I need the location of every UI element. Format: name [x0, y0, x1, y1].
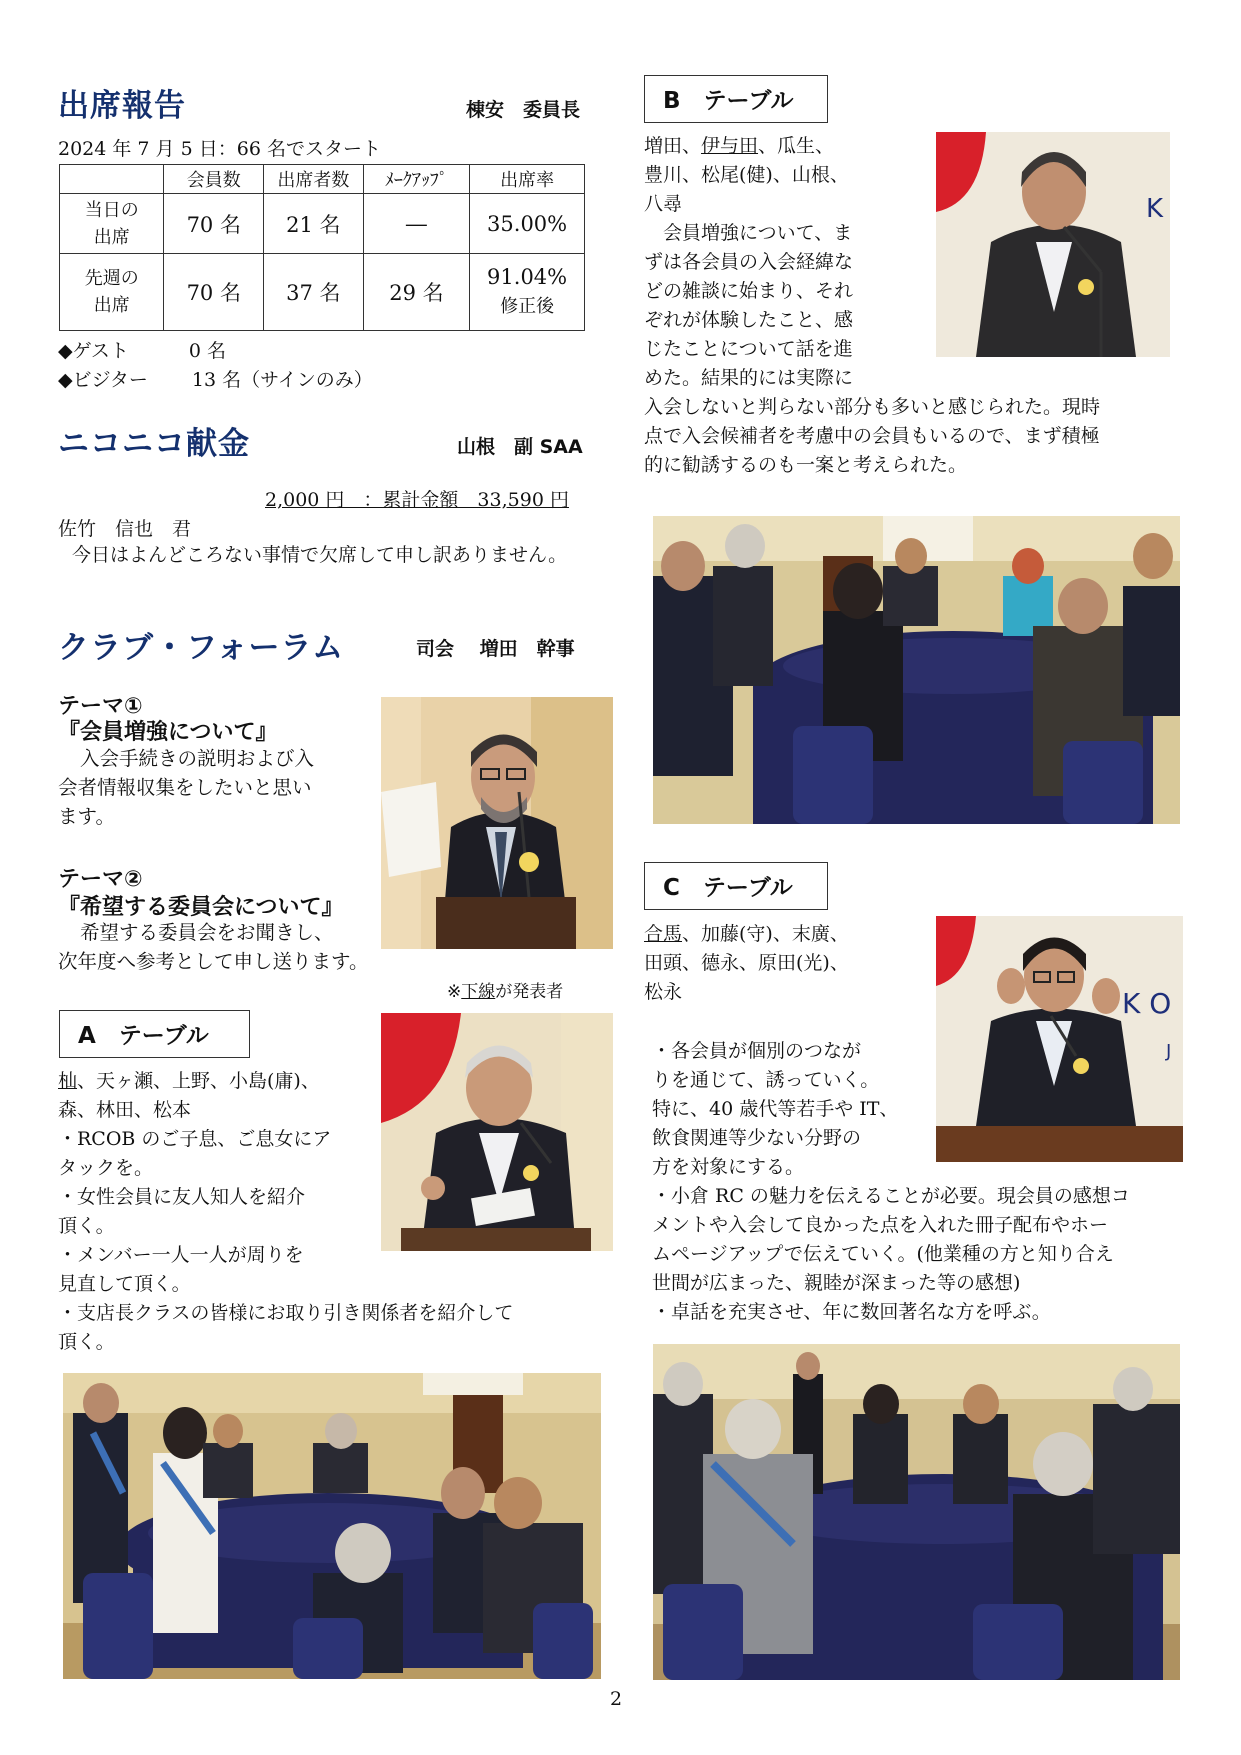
table-a-points: ・RCOB のご子息、ご息女にア タックを。 ・女性会員に友人知人を紹介 頂く。 ・メンバー一人一人が周りを 見直して頂く。 ・支店長クラスの皆様にお取り引き関係者を紹介して 頂く。 [58, 1128, 514, 1353]
table-c-speaker-photo [936, 916, 1183, 1162]
theme1-text: 入会手続きの説明および入 会者情報収集をしたいと思い ます。 [58, 747, 315, 828]
makeup-cell: ― [363, 194, 470, 254]
table-c-group-photo [653, 1344, 1180, 1680]
rate-cell: 35.00% [470, 194, 585, 254]
row-label: 当日の 出席 [60, 194, 164, 254]
nikoniko-donor: 佐竹 信也 君 [58, 518, 192, 540]
table-b-title: B テーブル [644, 75, 828, 123]
table-row [60, 194, 585, 254]
theme1-label: テーマ① [58, 694, 143, 719]
table-a-speaker-photo [381, 1013, 613, 1251]
makeup-cell: 29 名 [363, 254, 470, 331]
attendance-table [59, 164, 585, 331]
presenter-note: ※下線が発表者 [447, 982, 564, 1002]
nikoniko-title: ニコニコ献金 [58, 426, 250, 462]
svg-text:K O: K O [1122, 987, 1172, 1020]
table-a-group-photo [63, 1373, 601, 1679]
rate-cell: 91.04% 修正後 [470, 254, 585, 331]
table-c-title: C テーブル [644, 862, 828, 910]
guest-line: ◆ゲスト 0 名 [58, 340, 226, 362]
table-a-title: A テーブル [59, 1010, 250, 1058]
table-a-members: 杣、天ヶ瀬、上野、小島(庸)、 森、林田、松本 [58, 1070, 320, 1121]
attendance-officer: 棟安 委員長 [466, 99, 581, 121]
table-b-speaker-photo [936, 132, 1170, 357]
members-cell: 70 名 [164, 254, 264, 331]
table-header-cell [60, 165, 164, 194]
members-cell: 70 名 [164, 194, 264, 254]
table-header-cell: 出席率 [470, 165, 585, 194]
forum-title: クラブ・フォーラム [58, 630, 345, 666]
page-number: 2 [610, 1688, 623, 1710]
table-b-group-photo [653, 516, 1180, 824]
table-header-cell: 出席者数 [264, 165, 364, 194]
visitor-line: ◆ビジター 13 名（サインのみ） [58, 369, 373, 391]
theme2-title: 『希望する委員会について』 [58, 895, 344, 920]
table-c-points: ・各会員が個別のつなが りを通じて、誘っていく。 特に、40 歳代等若手や IT、 飲食関連等少ない分野の 方を対象にする。 ・小倉 RC の魅力を伝えることが必要。現会員の感想コ メントや入会して良かった点を入れた冊子配布やホー ムページアップで伝えていく。(他業種の方と知り合え 世間が広まった、親睦が深まった等の感想) ・卓話を充実させ、年に数回著名な方を呼ぶ。 [652, 1040, 1130, 1323]
table-header-cell: ﾒｰｸｱｯﾌﾟ [363, 165, 470, 194]
table-b-members: 増田、伊与田、瓜生、 豊川、松尾(健)、山根、 八尋 [644, 135, 849, 215]
attendance-date-line: 2024 年 7 月 5 日：66 名でスタート [58, 138, 381, 160]
table-row [60, 254, 585, 331]
present-cell: 37 名 [264, 254, 364, 331]
nikoniko-amount: 2,000 円 ：累計金額 33,590 円 [265, 489, 569, 511]
attendance-title: 出席報告 [58, 88, 186, 124]
svg-text:K: K [1146, 194, 1164, 224]
theme2-text: 希望する委員会をお聞きし、 次年度へ参考として申し送ります。 [58, 921, 369, 973]
theme2-label: テーマ② [58, 867, 143, 892]
nikoniko-officer: 山根 副 SAA [457, 436, 583, 458]
speaker-theme-photo [381, 697, 613, 949]
table-b-discussion: 会員増強について、ま ずは各会員の入会経緯な どの雑談に始まり、それ ぞれが体験したこと、感 じたことについて話を進 めた。結果的には実際に 入会しないと判らない部分も多いと感じられた。現時 点で入会候補者を考慮中の会員もいるので、まず積極 的に勧誘するのも一案と考えられた。 [644, 222, 1101, 476]
table-header-cell: 会員数 [164, 165, 264, 194]
forum-officer: 司会 増田 幹事 [416, 638, 575, 660]
nikoniko-message: 今日はよんどころない事情で欠席して申し訳ありません。 [72, 544, 568, 566]
attendance-header-row [60, 165, 585, 194]
present-cell: 21 名 [264, 194, 364, 254]
row-label: 先週の 出席 [60, 254, 164, 331]
table-c-members: 合馬、加藤(守)、末廣、 田頭、德永、原田(光)、 松永 [644, 923, 849, 1003]
theme1-title: 『会員増強について』 [58, 720, 278, 745]
svg-text:J: J [1166, 1041, 1172, 1062]
